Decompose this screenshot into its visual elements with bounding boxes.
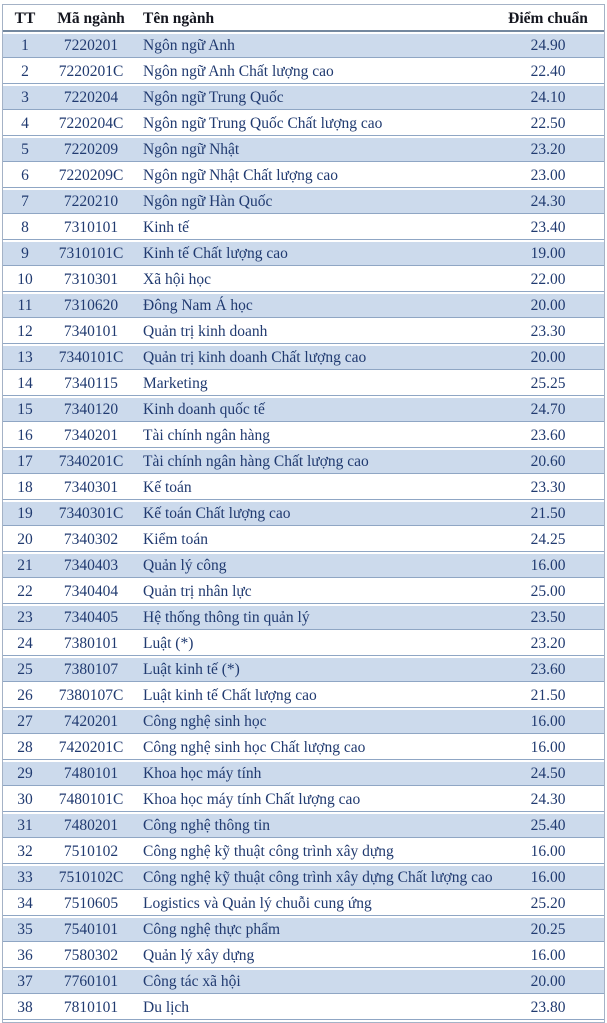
- cell-code: 7420201: [47, 710, 135, 734]
- cell-name: Quản trị nhân lực: [135, 580, 492, 604]
- cell-score: 23.60: [492, 424, 604, 448]
- column-header-tt: TT: [3, 7, 47, 32]
- cell-code: 7510605: [47, 892, 135, 916]
- cell-score: 25.25: [492, 372, 604, 396]
- cell-code: 7480101: [47, 762, 135, 786]
- table-row: [3, 528, 604, 552]
- column-header-score: Điểm chuẩn: [492, 7, 604, 32]
- cell-code: 7220210: [47, 190, 135, 214]
- cell-name: Ngôn ngữ Hàn Quốc: [135, 190, 492, 214]
- cell-score: 25.20: [492, 892, 604, 916]
- cell-tt: 20: [3, 528, 47, 552]
- cell-tt: 25: [3, 658, 47, 682]
- cell-tt: 36: [3, 944, 47, 968]
- cell-tt: 27: [3, 710, 47, 734]
- cell-code: 7220201: [47, 34, 135, 58]
- table-row: [3, 840, 604, 864]
- cell-code: 7310101: [47, 216, 135, 240]
- cell-tt: 1: [3, 34, 47, 58]
- cell-name: Công nghệ kỹ thuật công trình xây dựng: [135, 840, 492, 864]
- cell-name: Tài chính ngân hàng: [135, 424, 492, 448]
- table-row: [3, 398, 604, 422]
- cell-name: Hệ thống thông tin quản lý: [135, 606, 492, 630]
- cell-score: 24.90: [492, 34, 604, 58]
- table-row: [3, 580, 604, 604]
- cell-tt: 11: [3, 294, 47, 318]
- cell-code: 7340201C: [47, 450, 135, 474]
- cell-name: Ngôn ngữ Anh: [135, 34, 492, 58]
- table-row: [3, 502, 604, 526]
- cell-tt: 2: [3, 60, 47, 84]
- cell-score: 25.40: [492, 814, 604, 838]
- cell-code: 7310620: [47, 294, 135, 318]
- cell-name: Ngôn ngữ Trung Quốc: [135, 86, 492, 110]
- cell-score: 16.00: [492, 840, 604, 864]
- cell-name: Công nghệ thực phẩm: [135, 918, 492, 942]
- cell-score: 16.00: [492, 944, 604, 968]
- cell-tt: 26: [3, 684, 47, 708]
- cell-score: 23.00: [492, 164, 604, 188]
- table-row: [3, 476, 604, 500]
- cell-name: Kinh tế Chất lượng cao: [135, 242, 492, 266]
- cell-code: 7810101: [47, 996, 135, 1020]
- admission-scores-page: [0, 4, 607, 1016]
- cell-name: Kinh tế: [135, 216, 492, 240]
- cell-tt: 23: [3, 606, 47, 630]
- table-row: [3, 450, 604, 474]
- cell-name: Kinh doanh quốc tế: [135, 398, 492, 422]
- cell-name: Ngôn ngữ Nhật Chất lượng cao: [135, 164, 492, 188]
- cell-tt: 34: [3, 892, 47, 916]
- cell-score: 24.10: [492, 86, 604, 110]
- cell-name: Kiểm toán: [135, 528, 492, 552]
- cell-score: 24.50: [492, 762, 604, 786]
- cell-tt: 38: [3, 996, 47, 1020]
- column-header-code: Mã ngành: [47, 7, 135, 32]
- cell-code: 7760101: [47, 970, 135, 994]
- cell-score: 23.20: [492, 138, 604, 162]
- table-row: [3, 424, 604, 448]
- cell-code: 7340201: [47, 424, 135, 448]
- cell-code: 7340301: [47, 476, 135, 500]
- cell-tt: 30: [3, 788, 47, 812]
- cell-code: 7340115: [47, 372, 135, 396]
- cell-code: 7310301: [47, 268, 135, 292]
- cell-code: 7340404: [47, 580, 135, 604]
- table-row: [3, 892, 604, 916]
- cell-code: 7220204C: [47, 112, 135, 136]
- cell-name: Logistics và Quản lý chuỗi cung ứng: [135, 892, 492, 916]
- table-row: [3, 554, 604, 578]
- cell-score: 19.00: [492, 242, 604, 266]
- cell-score: 20.25: [492, 918, 604, 942]
- cell-tt: 18: [3, 476, 47, 500]
- cell-score: 23.80: [492, 996, 604, 1020]
- cell-score: 22.00: [492, 268, 604, 292]
- cell-code: 7220204: [47, 86, 135, 110]
- cell-score: 24.30: [492, 190, 604, 214]
- cell-score: 24.25: [492, 528, 604, 552]
- table-row: [3, 164, 604, 188]
- cell-tt: 8: [3, 216, 47, 240]
- table-row: [3, 632, 604, 656]
- cell-code: 7540101: [47, 918, 135, 942]
- cell-name: Công tác xã hội: [135, 970, 492, 994]
- table-row: [3, 788, 604, 812]
- cell-tt: 22: [3, 580, 47, 604]
- cell-tt: 15: [3, 398, 47, 422]
- cell-name: Luật kinh tế (*): [135, 658, 492, 682]
- cell-code: 7340405: [47, 606, 135, 630]
- cell-name: Công nghệ thông tin: [135, 814, 492, 838]
- cell-code: 7510102: [47, 840, 135, 864]
- table-row: [3, 684, 604, 708]
- cell-code: 7340101: [47, 320, 135, 344]
- cell-tt: 37: [3, 970, 47, 994]
- cell-name: Khoa học máy tính: [135, 762, 492, 786]
- cell-name: Luật (*): [135, 632, 492, 656]
- cell-code: 7220209: [47, 138, 135, 162]
- cell-tt: 21: [3, 554, 47, 578]
- cell-score: 24.70: [492, 398, 604, 422]
- cell-tt: 7: [3, 190, 47, 214]
- cell-tt: 6: [3, 164, 47, 188]
- cell-name: Kế toán: [135, 476, 492, 500]
- cell-tt: 13: [3, 346, 47, 370]
- cell-code: 7340101C: [47, 346, 135, 370]
- cell-name: Xã hội học: [135, 268, 492, 292]
- cell-tt: 35: [3, 918, 47, 942]
- table-row: [3, 60, 604, 84]
- cell-score: 22.50: [492, 112, 604, 136]
- cell-score: 16.00: [492, 554, 604, 578]
- cell-name: Du lịch: [135, 996, 492, 1020]
- table-body: [3, 34, 604, 1020]
- cell-score: 20.00: [492, 346, 604, 370]
- table-row: [3, 34, 604, 58]
- cell-code: 7480101C: [47, 788, 135, 812]
- cell-code: 7380107C: [47, 684, 135, 708]
- cell-code: 7220201C: [47, 60, 135, 84]
- column-header-name: Tên ngành: [135, 7, 492, 32]
- table-row: [3, 112, 604, 136]
- cell-name: Ngôn ngữ Anh Chất lượng cao: [135, 60, 492, 84]
- table-row: [3, 658, 604, 682]
- cell-code: 7220209C: [47, 164, 135, 188]
- cell-code: 7510102C: [47, 866, 135, 890]
- cell-name: Marketing: [135, 372, 492, 396]
- cell-name: Công nghệ sinh học: [135, 710, 492, 734]
- cell-code: 7340301C: [47, 502, 135, 526]
- cell-score: 23.60: [492, 658, 604, 682]
- cell-code: 7480201: [47, 814, 135, 838]
- cell-score: 25.00: [492, 580, 604, 604]
- table-row: [3, 268, 604, 292]
- cell-name: Quản trị kinh doanh: [135, 320, 492, 344]
- cell-tt: 17: [3, 450, 47, 474]
- cell-name: Quản lý xây dựng: [135, 944, 492, 968]
- cell-tt: 9: [3, 242, 47, 266]
- cell-score: 21.50: [492, 502, 604, 526]
- cell-tt: 32: [3, 840, 47, 864]
- cell-score: 20.00: [492, 294, 604, 318]
- cell-score: 24.30: [492, 788, 604, 812]
- table-row: [3, 736, 604, 760]
- cell-code: 7340120: [47, 398, 135, 422]
- cell-code: 7380101: [47, 632, 135, 656]
- table-row: [3, 294, 604, 318]
- cell-score: 20.60: [492, 450, 604, 474]
- cell-score: 20.00: [492, 970, 604, 994]
- table-row: [3, 606, 604, 630]
- cell-tt: 31: [3, 814, 47, 838]
- cell-score: 23.40: [492, 216, 604, 240]
- cell-name: Ngôn ngữ Nhật: [135, 138, 492, 162]
- table-row: [3, 970, 604, 994]
- table-row: [3, 320, 604, 344]
- cell-name: Công nghệ sinh học Chất lượng cao: [135, 736, 492, 760]
- table-row: [3, 138, 604, 162]
- table-row: [3, 866, 604, 890]
- cell-score: 16.00: [492, 866, 604, 890]
- table-row: [3, 86, 604, 110]
- cell-score: 22.40: [492, 60, 604, 84]
- admission-scores-table: [2, 4, 605, 1023]
- cell-name: Công nghệ kỹ thuật công trình xây dựng Chất lượng cao: [135, 866, 492, 890]
- table-row: [3, 190, 604, 214]
- cell-code: 7310101C: [47, 242, 135, 266]
- cell-score: 21.50: [492, 684, 604, 708]
- cell-tt: 3: [3, 86, 47, 110]
- cell-name: Ngôn ngữ Trung Quốc Chất lượng cao: [135, 112, 492, 136]
- cell-score: 23.20: [492, 632, 604, 656]
- cell-code: 7420201C: [47, 736, 135, 760]
- cell-name: Khoa học máy tính Chất lượng cao: [135, 788, 492, 812]
- cell-tt: 19: [3, 502, 47, 526]
- cell-name: Tài chính ngân hàng Chất lượng cao: [135, 450, 492, 474]
- table-row: [3, 216, 604, 240]
- cell-name: Quản lý công: [135, 554, 492, 578]
- cell-tt: 28: [3, 736, 47, 760]
- cell-name: Quản trị kinh doanh Chất lượng cao: [135, 346, 492, 370]
- table-row: [3, 762, 604, 786]
- table-row: [3, 242, 604, 266]
- table-row: [3, 918, 604, 942]
- table-row: [3, 372, 604, 396]
- table-row: [3, 944, 604, 968]
- cell-tt: 16: [3, 424, 47, 448]
- cell-score: 23.30: [492, 320, 604, 344]
- cell-code: 7580302: [47, 944, 135, 968]
- cell-code: 7380107: [47, 658, 135, 682]
- header-row: [3, 7, 604, 32]
- table-row: [3, 814, 604, 838]
- cell-tt: 4: [3, 112, 47, 136]
- cell-tt: 12: [3, 320, 47, 344]
- cell-name: Kế toán Chất lượng cao: [135, 502, 492, 526]
- cell-tt: 29: [3, 762, 47, 786]
- table-row: [3, 996, 604, 1020]
- cell-code: 7340302: [47, 528, 135, 552]
- cell-score: 16.00: [492, 736, 604, 760]
- table-row: [3, 346, 604, 370]
- cell-score: 16.00: [492, 710, 604, 734]
- cell-tt: 5: [3, 138, 47, 162]
- cell-score: 23.50: [492, 606, 604, 630]
- cell-name: Đông Nam Á học: [135, 294, 492, 318]
- table-row: [3, 710, 604, 734]
- cell-tt: 33: [3, 866, 47, 890]
- cell-code: 7340403: [47, 554, 135, 578]
- cell-tt: 14: [3, 372, 47, 396]
- cell-tt: 24: [3, 632, 47, 656]
- cell-name: Luật kinh tế Chất lượng cao: [135, 684, 492, 708]
- cell-tt: 10: [3, 268, 47, 292]
- cell-score: 23.30: [492, 476, 604, 500]
